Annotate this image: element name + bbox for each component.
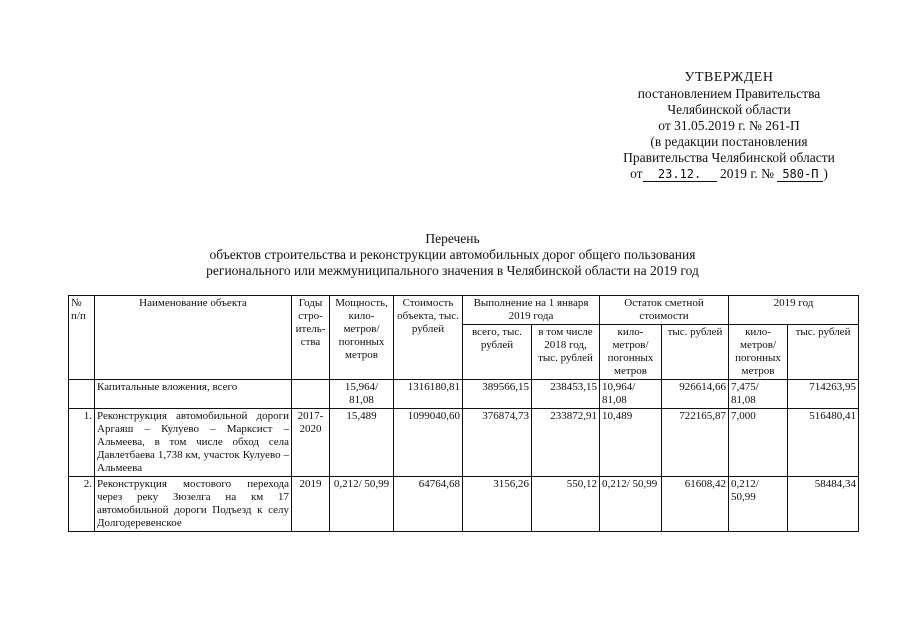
approval-line: Челябинской области xyxy=(667,102,791,117)
total-num xyxy=(69,380,95,409)
approval-heading: УТВЕРЖДЕН xyxy=(684,70,774,85)
header-2019-km: кило-метров/ погонных метров xyxy=(729,325,788,380)
row-remaining-km: 10,489 xyxy=(600,409,662,477)
total-done-2018: 238453,15 xyxy=(532,380,600,409)
row-cost: 64764,68 xyxy=(394,477,463,532)
header-done-group: Выполнение на 1 января 2019 года xyxy=(463,296,600,325)
header-capacity: Мощность, кило-метров/ погонных метров xyxy=(330,296,394,380)
row-name: Реконструкция мостового перехода через реку Зюзелга на км 17 автомобильной дороги Подъезд к селу Долгодеревенское xyxy=(95,477,292,532)
row-years: 2019 xyxy=(292,477,330,532)
header-2019-group: 2019 год xyxy=(729,296,859,325)
row-cost: 1099040,60 xyxy=(394,409,463,477)
closing-paren: ) xyxy=(823,166,828,181)
total-2019-rub: 714263,95 xyxy=(788,380,859,409)
total-remaining-rub: 926614,66 xyxy=(662,380,729,409)
row-years: 2017-2020 xyxy=(292,409,330,477)
header-row xyxy=(69,296,859,325)
total-2019-km: 7,475/ 81,08 xyxy=(729,380,788,409)
row-done-2018: 550,12 xyxy=(532,477,600,532)
total-remaining-km: 10,964/ 81,08 xyxy=(600,380,662,409)
total-done-total: 389566,15 xyxy=(463,380,532,409)
header-2019-rub: тыс. рублей xyxy=(788,325,859,380)
header-years: Годы стро-итель-ства xyxy=(292,296,330,380)
header-num: № п/п xyxy=(69,296,95,380)
header-remaining-km: кило-метров/ погонных метров xyxy=(600,325,662,380)
date-prefix: от xyxy=(630,166,643,181)
approval-line: (в редакции постановления xyxy=(650,134,808,149)
row-num: 1. xyxy=(69,409,95,477)
total-cost: 1316180,81 xyxy=(394,380,463,409)
title-line: регионального или межмуниципального значения в Челябинской области на 2019 год xyxy=(206,263,699,278)
title-line: объектов строительства и реконструкции автомобильных дорог общего пользования xyxy=(209,247,696,262)
approval-stamp xyxy=(598,70,860,182)
total-years xyxy=(292,380,330,409)
row-remaining-km: 0,212/ 50,99 xyxy=(600,477,662,532)
approval-line: постановлением Правительства xyxy=(637,86,821,101)
row-done-total: 376874,73 xyxy=(463,409,532,477)
objects-table xyxy=(68,295,859,532)
handwritten-date: 23.12. xyxy=(643,168,717,182)
title-line: Перечень xyxy=(425,231,480,246)
header-done-total: всего, тыс. рублей xyxy=(463,325,532,380)
row-2019-km: 0,212/ 50,99 xyxy=(729,477,788,532)
total-name: Капитальные вложения, всего xyxy=(95,380,292,409)
table-row xyxy=(69,477,859,532)
row-done-total: 3156,26 xyxy=(463,477,532,532)
table-row xyxy=(69,409,859,477)
header-done-2018: в том числе 2018 год, тыс. рублей xyxy=(532,325,600,380)
approval-line: от 31.05.2019 г. № 261-П xyxy=(658,118,800,133)
row-2019-rub: 516480,41 xyxy=(788,409,859,477)
row-remaining-rub: 61608,42 xyxy=(662,477,729,532)
header-remaining-rub: тыс. рублей xyxy=(662,325,729,380)
header-name: Наименование объекта xyxy=(95,296,292,380)
row-remaining-rub: 722165,87 xyxy=(662,409,729,477)
document-title xyxy=(150,231,755,279)
approval-date-line xyxy=(598,166,860,182)
header-cost: Стоимость объекта, тыс. рублей xyxy=(394,296,463,380)
row-capacity: 0,212/ 50,99 xyxy=(330,477,394,532)
row-2019-rub: 58484,34 xyxy=(788,477,859,532)
row-name: Реконструкция автомобильной дороги Аргаяш – Кулуево – Марксист – Альмеева, в том числе обход села Давлетбаева 1,738 км, участок Кулуево – Альмеева xyxy=(95,409,292,477)
row-done-2018: 233872,91 xyxy=(532,409,600,477)
total-capacity: 15,964/ 81,08 xyxy=(330,380,394,409)
total-row xyxy=(69,380,859,409)
row-2019-km: 7,000 xyxy=(729,409,788,477)
approval-line: Правительства Челябинской области xyxy=(623,150,835,165)
handwritten-number: 580-П xyxy=(777,168,823,182)
row-capacity: 15,489 xyxy=(330,409,394,477)
header-remaining-group: Остаток сметной стоимости xyxy=(600,296,729,325)
row-num: 2. xyxy=(69,477,95,532)
year-text: 2019 г. № xyxy=(719,166,774,181)
